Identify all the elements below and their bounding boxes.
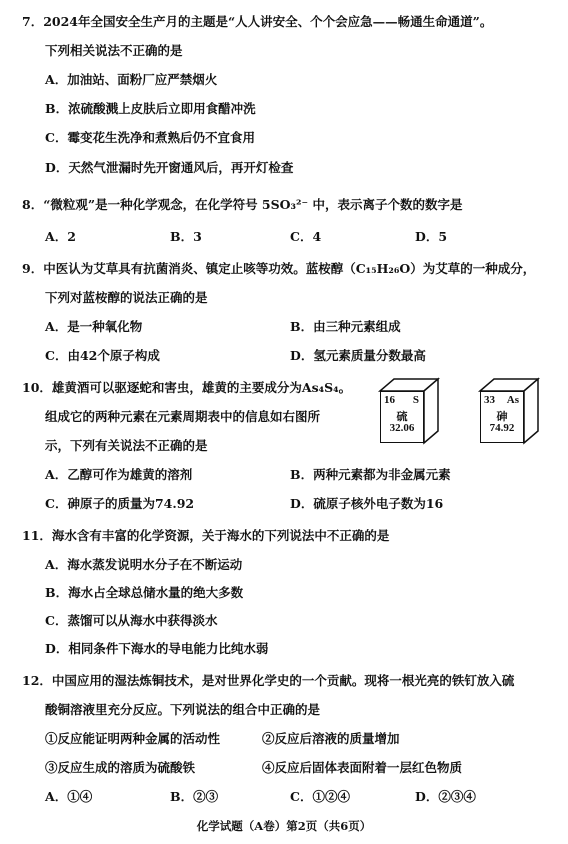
q10-option-a: A．乙醇可作为雄黄的溶剂 <box>45 467 193 482</box>
q10-option-b: B．两种元素都为非金属元素 <box>290 467 451 482</box>
q7-option-c: C．霉变花生洗净和煮熟后仍不宜食用 <box>45 130 255 145</box>
q7-option-b: B．浓硫酸溅上皮肤后立即用食醋冲洗 <box>45 101 256 116</box>
q7-option-d: D．天然气泄漏时先开窗通风后，再开灯检查 <box>45 160 294 175</box>
arsenic-name: 砷 <box>496 410 508 423</box>
q9-stem-line2: 下列对蓝桉醇的说法正确的是 <box>45 290 208 305</box>
q10-stem-line3: 示，下列有关说法不正确的是 <box>45 438 208 453</box>
q11-option-b: B．海水占全球总储水量的绝大多数 <box>45 585 244 600</box>
q12-option-c: C．①②④ <box>290 789 350 804</box>
q11-option-d: D．相同条件下海水的导电能力比纯水弱 <box>45 641 269 656</box>
q12-option-d: D．②③④ <box>415 789 476 804</box>
q8-option-b: B．3 <box>170 229 202 244</box>
q8-option-a: A．2 <box>45 229 76 244</box>
q9-option-b: B．由三种元素组成 <box>290 319 401 334</box>
q7-stem-line2: 下列相关说法不正确的是 <box>45 43 183 58</box>
sulfur-atomic-number: 16 <box>384 394 395 406</box>
q12-stem-line1: 12．中国应用的湿法炼铜技术，是对世界化学史的一个贡献。现将一根光亮的铁钉放入硫 <box>22 673 515 688</box>
q7-stem-line1: 7．2024年全国安全生产月的主题是“人人讲安全、个个会应急——畅通生命通道”。 <box>22 14 493 29</box>
q10-option-d: D．硫原子核外电子数为16 <box>290 496 444 511</box>
arsenic-atomic-mass: 74.92 <box>489 422 515 434</box>
q9-option-c: C．由42个原子构成 <box>45 348 160 363</box>
sulfur-symbol: S <box>412 394 419 406</box>
q12-option-a: A．①④ <box>45 789 93 804</box>
q10-stem-line1: 10．雄黄酒可以驱逐蛇和害虫，雄黄的主要成分为As₄S₄。 <box>22 380 352 395</box>
q12-stem-line2: 酸铜溶液里充分反应。下列说法的组合中正确的是 <box>45 702 321 717</box>
q11-option-a: A．海水蒸发说明水分子在不断运动 <box>45 557 243 572</box>
sulfur-name: 硫 <box>396 410 408 423</box>
q12-statement-3: ③反应生成的溶质为硫酸铁 <box>45 760 196 775</box>
page-footer: 化学试题（A卷）第2页（共6页） <box>196 819 372 833</box>
q12-statement-2: ②反应后溶液的质量增加 <box>262 731 400 746</box>
sulfur-atomic-mass: 32.06 <box>389 422 415 434</box>
q12-statement-1: ①反应能证明两种金属的活动性 <box>45 731 221 746</box>
element-card-sulfur <box>380 391 424 443</box>
q9-option-d: D．氢元素质量分数最高 <box>290 348 426 363</box>
q10-stem-line2: 组成它的两种元素在元素周期表中的信息如右图所 <box>45 409 321 424</box>
q9-stem-line1: 9．中医认为艾草具有抗菌消炎、镇定止咳等功效。蓝桉醇（C₁₅H₂₆O）为艾草的一种成分， <box>22 261 536 276</box>
element-card-arsenic <box>480 391 524 443</box>
arsenic-symbol: As <box>506 394 519 406</box>
q11-option-c: C．蒸馏可以从海水中获得淡水 <box>45 613 218 628</box>
q8-stem: 8．“微粒观”是一种化学观念，在化学符号 5SO₃²⁻ 中，表示离子个数的数字是 <box>22 197 463 212</box>
q11-stem: 11．海水含有丰富的化学资源，关于海水的下列说法中不正确的是 <box>22 528 390 543</box>
q10-option-c: C．砷原子的质量为74.92 <box>45 496 195 511</box>
arsenic-atomic-number: 33 <box>484 394 495 406</box>
q9-option-a: A．是一种氧化物 <box>45 319 143 334</box>
q8-option-d: D．5 <box>415 229 448 244</box>
q12-option-b: B．②③ <box>170 789 219 804</box>
q12-statement-4: ④反应后固体表面附着一层红色物质 <box>262 760 463 775</box>
q8-option-c: C．4 <box>290 229 322 244</box>
q7-option-a: A．加油站、面粉厂应严禁烟火 <box>45 72 218 87</box>
